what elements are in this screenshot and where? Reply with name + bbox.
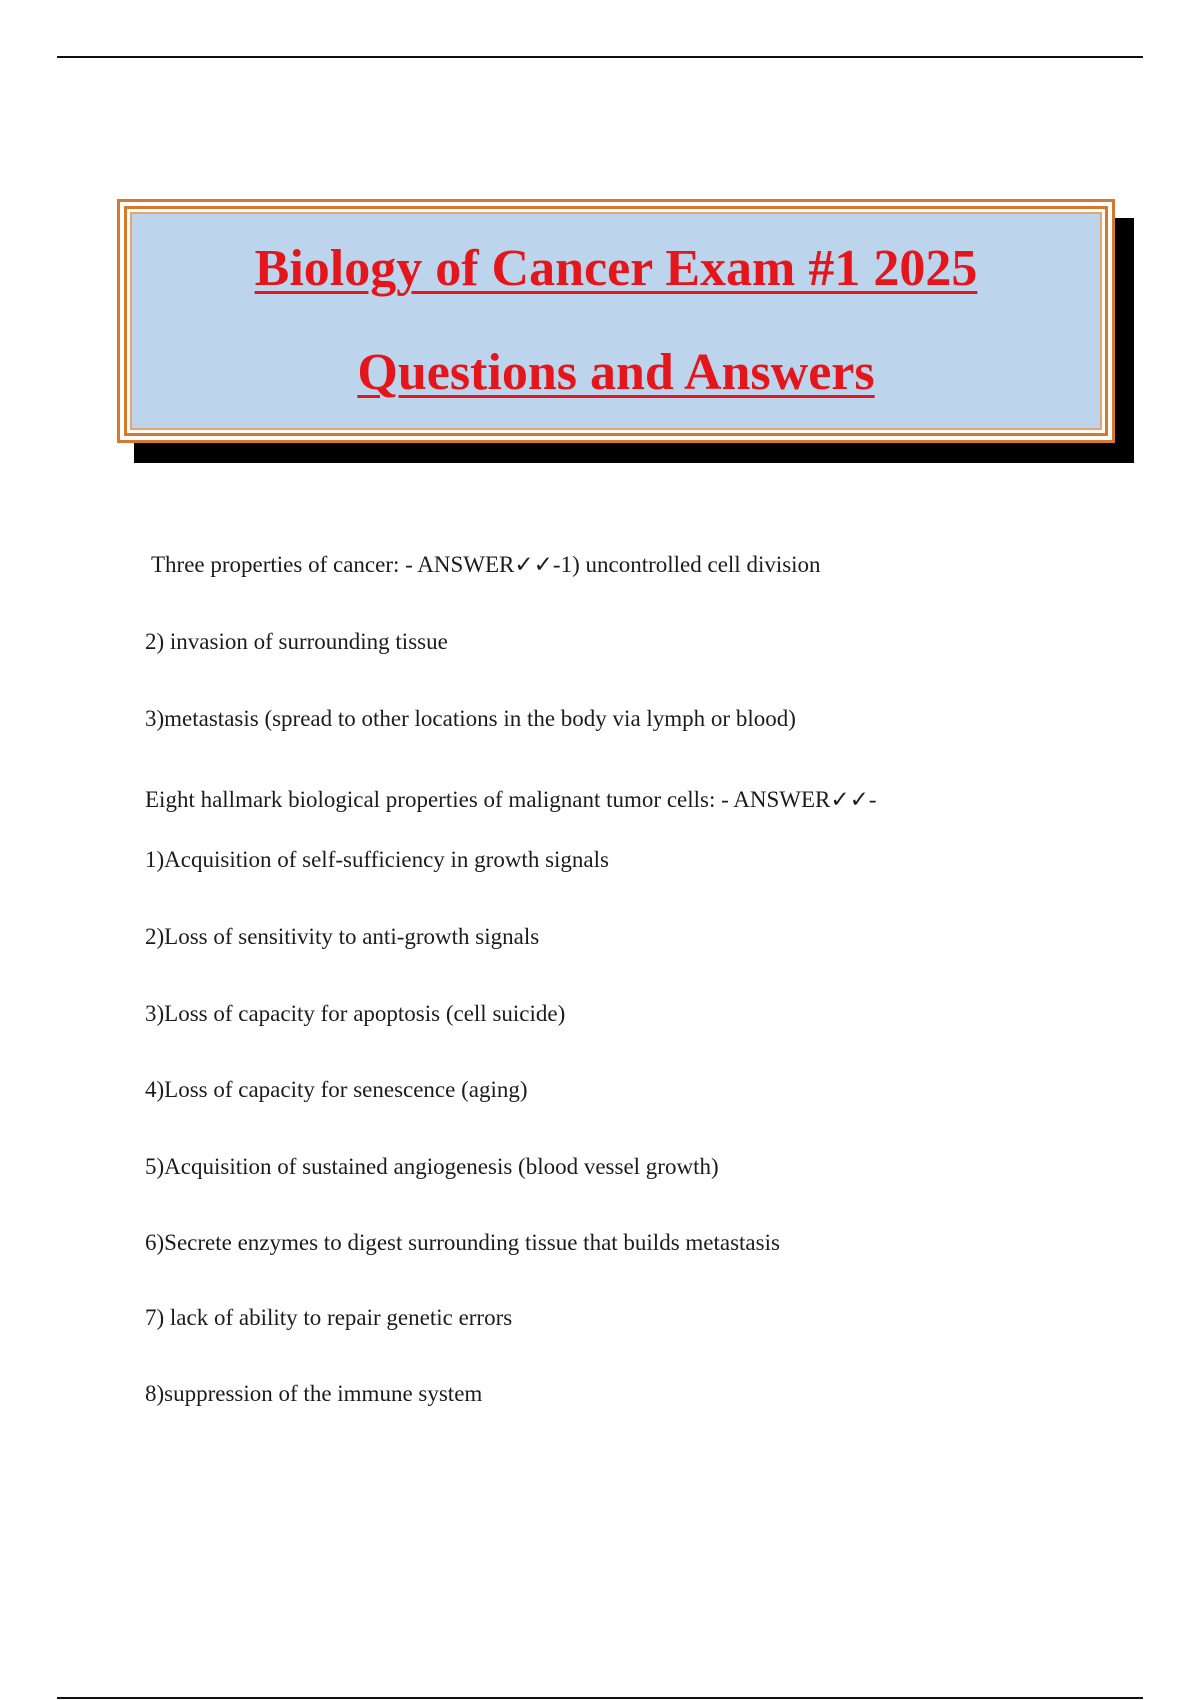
answer-2-item-2: 2)Loss of sensitivity to anti-growth signals (145, 924, 540, 949)
answer-2-item-8: 8)suppression of the immune system (145, 1381, 483, 1406)
document-title-line-2: Questions and Answers (357, 344, 875, 401)
answer-1-item-2: 2) invasion of surrounding tissue (145, 629, 448, 654)
header-rule (57, 56, 1143, 58)
footer-rule (57, 1697, 1143, 1699)
answer-1-item-3: 3)metastasis (spread to other locations in the body via lymph or blood) (145, 706, 796, 731)
answer-2-item-5: 5)Acquisition of sustained angiogenesis (blood vessel growth) (145, 1154, 719, 1179)
title-box (117, 199, 1115, 443)
question-2: Eight hallmark biological properties of malignant tumor cells: - ANSWER✓✓- (145, 787, 877, 812)
answer-2-item-1: 1)Acquisition of self-sufficiency in growth signals (145, 847, 609, 872)
answer-2-item-4: 4)Loss of capacity for senescence (aging) (145, 1077, 528, 1102)
question-1: Three properties of cancer: - ANSWER✓✓-1) uncontrolled cell division (151, 552, 821, 577)
answer-2-item-7: 7) lack of ability to repair genetic errors (145, 1305, 513, 1330)
answer-2-item-6: 6)Secrete enzymes to digest surrounding tissue that builds metastasis (145, 1230, 780, 1255)
document-title-line-1: Biology of Cancer Exam #1 2025 (254, 240, 978, 297)
answer-2-item-3: 3)Loss of capacity for apoptosis (cell suicide) (145, 1001, 566, 1026)
